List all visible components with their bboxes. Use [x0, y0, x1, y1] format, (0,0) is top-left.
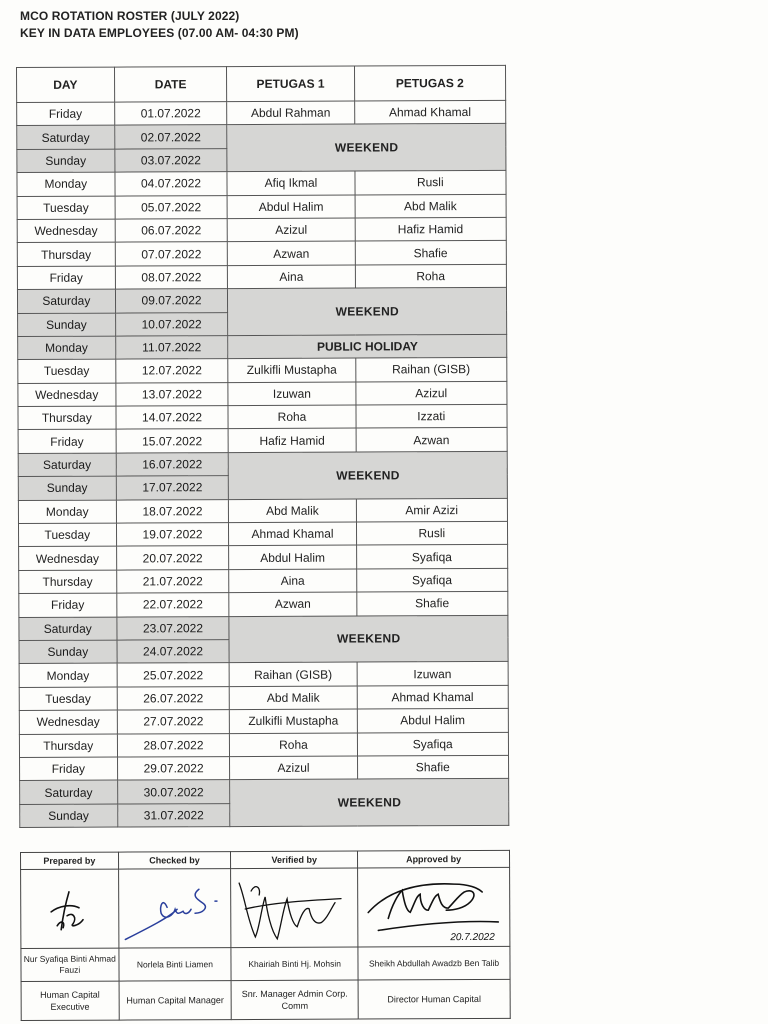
roster-row: [17, 217, 506, 243]
petugas-2-cell: Raihan (GISB): [355, 358, 507, 382]
date-cell: 07.07.2022: [115, 242, 228, 266]
verified-by-label: Verified by: [231, 851, 358, 869]
checked-by-signature: [119, 869, 231, 947]
roster-row: [18, 381, 507, 407]
date-cell: 01.07.2022: [114, 102, 227, 126]
day-cell: Monday: [18, 500, 116, 524]
prepared-by-label: Prepared by: [21, 852, 119, 869]
petugas-1-cell: Azwan: [229, 592, 356, 616]
day-cell: Friday: [18, 430, 116, 454]
signoff-name-row: [21, 946, 510, 981]
roster-row: [19, 592, 508, 618]
date-cell: 17.07.2022: [116, 476, 229, 500]
petugas-2-cell: Azwan: [356, 428, 508, 452]
approved-by-role: Director Human Capital: [358, 979, 510, 1019]
approved-by-label: Approved by: [358, 850, 510, 868]
header-petugas-2: PETUGAS 2: [354, 65, 506, 101]
petugas-1-cell: Abdul Halim: [229, 545, 356, 569]
day-cell: Wednesday: [19, 546, 117, 570]
petugas-1-cell: Abd Malik: [229, 499, 356, 523]
day-cell: Thursday: [18, 406, 116, 430]
day-cell: Wednesday: [17, 219, 115, 243]
day-cell: Monday: [19, 663, 117, 687]
date-cell: 27.07.2022: [117, 710, 230, 734]
header-day: DAY: [17, 67, 115, 102]
prepared-by-role: Human Capital Executive: [21, 981, 119, 1020]
checked-by-label: Checked by: [118, 852, 231, 869]
checked-by-name: Norlela Binti Liamen: [119, 948, 232, 981]
petugas-2-cell: Syafiqa: [356, 545, 508, 569]
petugas-2-cell: Hafiz Hamid: [355, 217, 507, 241]
roster-row: [18, 404, 507, 430]
date-cell: 31.07.2022: [117, 803, 230, 827]
date-cell: 11.07.2022: [115, 335, 228, 359]
date-cell: 19.07.2022: [116, 523, 229, 547]
date-cell: 25.07.2022: [117, 663, 230, 687]
day-cell: Sunday: [17, 149, 115, 173]
verified-by-signature-cell: [231, 868, 358, 948]
petugas-1-cell: Roha: [228, 405, 355, 429]
public-holiday-cell: PUBLIC HOLIDAY: [228, 334, 507, 359]
petugas-1-cell: Izuwan: [228, 382, 355, 406]
checked-by-role: Human Capital Manager: [119, 981, 232, 1020]
verified-by-signature: [231, 869, 357, 948]
roster-row: [19, 545, 508, 571]
date-cell: 20.07.2022: [116, 546, 229, 570]
petugas-2-cell: Ahmad Khamal: [354, 100, 506, 124]
petugas-1-cell: Abdul Halim: [227, 195, 354, 219]
signature-row: [21, 867, 510, 948]
roster-row: [19, 685, 508, 711]
date-cell: 30.07.2022: [117, 780, 230, 804]
header-date: DATE: [114, 67, 227, 102]
petugas-1-cell: Azwan: [228, 241, 355, 265]
approved-by-signature: [358, 868, 509, 947]
petugas-1-cell: Afiq Ikmal: [227, 171, 354, 195]
header-petugas-1: PETUGAS 1: [227, 66, 354, 102]
date-cell: 13.07.2022: [115, 382, 228, 406]
petugas-2-cell: Azizul: [355, 381, 507, 405]
day-cell: Saturday: [19, 617, 117, 641]
petugas-2-cell: Amir Azizi: [356, 498, 508, 522]
date-cell: 06.07.2022: [115, 219, 228, 243]
document-subtitle: KEY IN DATA EMPLOYEES (07.00 AM- 04:30 PM): [20, 26, 299, 40]
date-cell: 29.07.2022: [117, 757, 230, 781]
prepared-by-signature: [21, 870, 118, 948]
roster-row: [17, 287, 506, 313]
petugas-1-cell: Ahmad Khamal: [229, 522, 356, 546]
petugas-1-cell: Aina: [229, 569, 356, 593]
signoff-role-row: [21, 979, 510, 1020]
document-title: MCO ROTATION ROSTER (JULY 2022): [20, 9, 240, 23]
petugas-2-cell: Izuwan: [357, 662, 509, 686]
date-cell: 18.07.2022: [116, 499, 229, 523]
date-cell: 22.07.2022: [116, 593, 229, 617]
day-cell: Wednesday: [18, 383, 116, 407]
petugas-2-cell: Rusli: [356, 521, 508, 545]
roster-header-row: [17, 65, 506, 102]
day-cell: Friday: [17, 102, 115, 126]
date-cell: 12.07.2022: [115, 359, 228, 383]
day-cell: Sunday: [18, 313, 116, 337]
roster-row: [17, 124, 506, 150]
day-cell: Friday: [20, 757, 118, 781]
weekend-cell: WEEKEND: [229, 615, 508, 663]
petugas-1-cell: Abdul Rahman: [227, 101, 354, 125]
roster-row: [20, 755, 509, 781]
date-cell: 04.07.2022: [115, 172, 228, 196]
roster-row: [17, 171, 506, 197]
day-cell: Friday: [17, 266, 115, 290]
petugas-2-cell: Roha: [355, 264, 507, 288]
day-cell: Sunday: [18, 476, 116, 500]
weekend-cell: WEEKEND: [227, 124, 506, 172]
roster-row: [17, 100, 506, 126]
day-cell: Sunday: [20, 804, 118, 828]
petugas-1-cell: Azizul: [228, 218, 355, 242]
roster-row: [18, 334, 507, 360]
approved-by-name: Sheikh Abdullah Awadzb Ben Talib: [358, 946, 510, 980]
petugas-2-cell: Syafiqa: [356, 568, 508, 592]
roster-table: [16, 65, 509, 828]
weekend-cell: WEEKEND: [228, 287, 507, 335]
roster-row: [17, 241, 506, 267]
petugas-1-cell: Roha: [230, 733, 357, 757]
roster-row: [19, 615, 508, 641]
roster-row: [19, 709, 508, 735]
roster-row: [18, 521, 507, 547]
day-cell: Thursday: [19, 734, 117, 758]
petugas-2-cell: Abd Malik: [355, 194, 507, 218]
date-cell: 02.07.2022: [114, 125, 227, 149]
roster-row: [19, 662, 508, 688]
date-cell: 08.07.2022: [115, 265, 228, 289]
date-cell: 24.07.2022: [117, 640, 230, 664]
petugas-2-cell: Abdul Halim: [357, 709, 509, 733]
signoff-table: [20, 850, 511, 1021]
checked-by-signature-cell: [118, 869, 231, 948]
petugas-1-cell: Abd Malik: [230, 686, 357, 710]
date-cell: 15.07.2022: [116, 429, 229, 453]
day-cell: Friday: [19, 593, 117, 617]
roster-row: [19, 568, 508, 594]
petugas-1-cell: Zulkifli Mustapha: [230, 709, 357, 733]
petugas-1-cell: Azizul: [230, 756, 357, 780]
petugas-2-cell: Syafiqa: [357, 732, 509, 756]
roster-row: [18, 451, 507, 477]
roster-row: [19, 732, 508, 758]
petugas-2-cell: Shafie: [355, 241, 507, 265]
day-cell: Saturday: [20, 780, 118, 804]
day-cell: Tuesday: [18, 523, 116, 547]
roster-row: [18, 358, 507, 384]
petugas-1-cell: Hafiz Hamid: [229, 428, 356, 452]
day-cell: Thursday: [17, 242, 115, 266]
verified-by-name: Khairiah Binti Hj. Mohsin: [231, 947, 358, 981]
roster-row: [20, 779, 509, 805]
petugas-2-cell: Ahmad Khamal: [357, 685, 509, 709]
day-cell: Tuesday: [18, 359, 116, 383]
roster-row: [17, 264, 506, 290]
date-cell: 09.07.2022: [115, 289, 228, 313]
roster-row: [18, 428, 507, 454]
date-cell: 28.07.2022: [117, 733, 230, 757]
day-cell: Tuesday: [17, 196, 115, 220]
petugas-2-cell: Shafie: [357, 755, 509, 779]
petugas-2-cell: Rusli: [354, 171, 506, 195]
day-cell: Saturday: [17, 289, 115, 313]
date-cell: 05.07.2022: [115, 195, 228, 219]
petugas-1-cell: Zulkifli Mustapha: [228, 358, 355, 382]
day-cell: Monday: [18, 336, 116, 360]
day-cell: Tuesday: [19, 687, 117, 711]
roster-body: [17, 100, 509, 827]
petugas-1-cell: Raihan (GISB): [230, 662, 357, 686]
date-cell: 23.07.2022: [116, 616, 229, 640]
approval-date: 20.7.2022: [450, 931, 495, 944]
day-cell: Saturday: [18, 453, 116, 477]
date-cell: 14.07.2022: [116, 406, 229, 430]
prepared-by-signature-cell: [21, 869, 119, 948]
date-cell: 21.07.2022: [116, 569, 229, 593]
date-cell: 10.07.2022: [115, 312, 228, 336]
date-cell: 16.07.2022: [116, 452, 229, 476]
date-cell: 26.07.2022: [117, 686, 230, 710]
day-cell: Sunday: [19, 640, 117, 664]
weekend-cell: WEEKEND: [229, 451, 508, 499]
day-cell: Monday: [17, 172, 115, 196]
petugas-1-cell: Aina: [228, 265, 355, 289]
verified-by-role: Snr. Manager Admin Corp. Comm: [231, 980, 358, 1020]
signoff-header-row: [21, 850, 510, 869]
day-cell: Thursday: [19, 570, 117, 594]
petugas-2-cell: Shafie: [356, 592, 508, 616]
approved-by-signature-cell: [358, 867, 510, 947]
roster-row: [18, 498, 507, 524]
roster-row: [17, 194, 506, 220]
petugas-2-cell: Izzati: [355, 404, 507, 428]
day-cell: Wednesday: [19, 710, 117, 734]
weekend-cell: WEEKEND: [230, 779, 509, 827]
day-cell: Saturday: [17, 125, 115, 149]
date-cell: 03.07.2022: [114, 148, 227, 172]
prepared-by-name: Nur Syafiqa Binti Ahmad Fauzi: [21, 948, 119, 981]
